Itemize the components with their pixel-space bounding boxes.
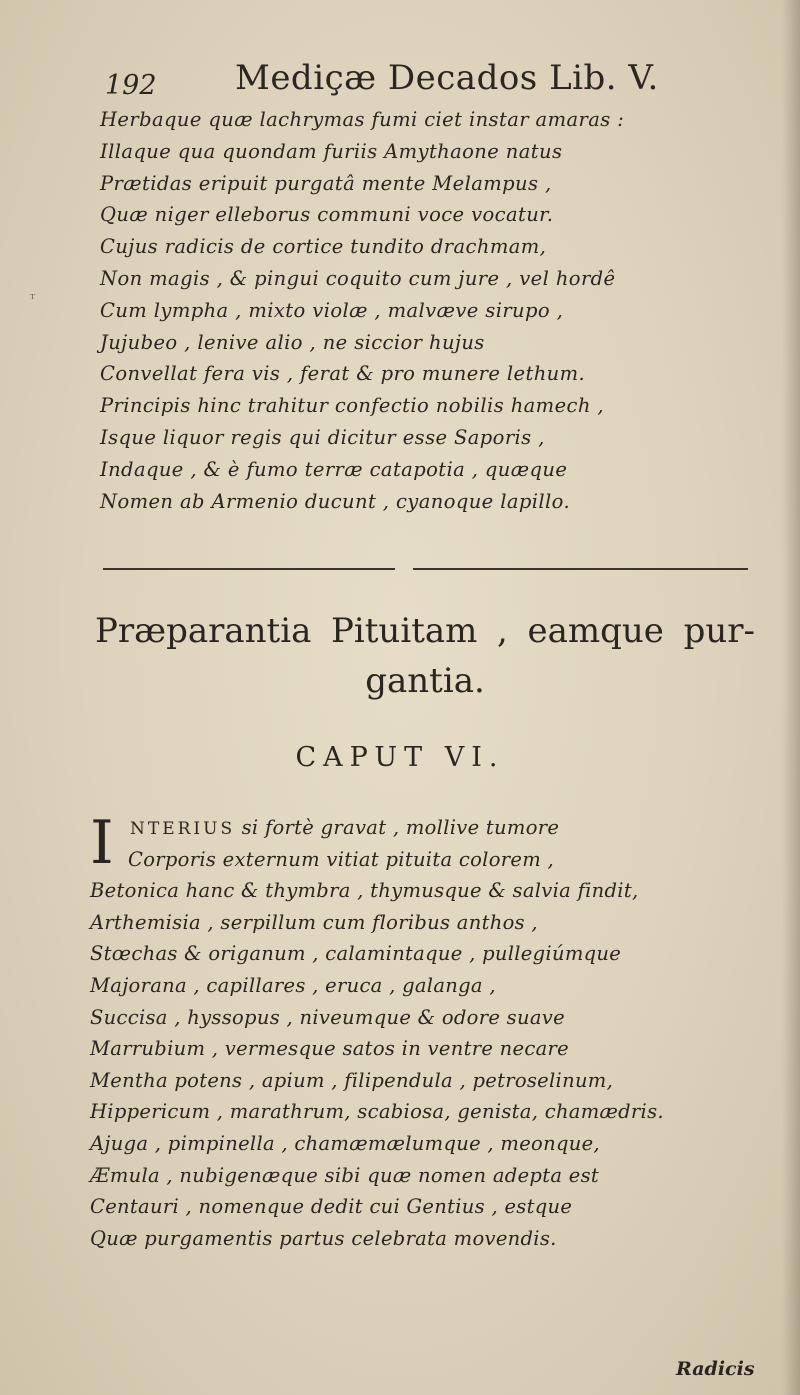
drop-cap: I (90, 808, 115, 878)
verse-line: Illaque qua quondam furiis Amythaone natus (100, 139, 563, 163)
verse-line: Cujus radicis de cortice tundito drachmam, (100, 235, 547, 259)
body-line: Stœchas & origanum , calamintaque , pullegiúmque (90, 942, 622, 966)
first-line-rest: si fortè gravat , mollive tumore (235, 816, 560, 839)
body-line: Centauri , nomenque dedit cui Gentius , estque (90, 1195, 573, 1219)
chapter-heading: CAPUT VI. (295, 742, 505, 773)
body-line: Æmula , nubigenæque sibi quæ nomen adepta est (90, 1163, 600, 1187)
verse-line: Principis hinc trahitur confectio nobilis hamech , (100, 394, 604, 418)
verse-line: Jujubeo , lenive alio , ne siccior hujus (100, 330, 485, 354)
body-line: Hippericum , marathrum, scabiosa, genista, chamædris. (90, 1100, 664, 1124)
body-line: Marrubium , vermesque satos in ventre necare (90, 1037, 569, 1061)
body-block (90, 808, 750, 1254)
verse-line: Indaque , & è fumo terræ catapotia , quæque (100, 457, 568, 481)
page-header (105, 58, 725, 100)
verse-line: Nomen ab Armenio ducunt , cyanoque lapillo. (100, 489, 571, 513)
section-divider-left (103, 568, 395, 570)
running-title: Mediçæ Decados Lib. V. (235, 58, 659, 98)
body-line: Mentha potens , apium , filipendula , petroselinum, (90, 1068, 614, 1092)
page-number: 192 (105, 70, 157, 101)
section-title-line1: Præparantia Pituitam , eamque pur- (95, 611, 755, 651)
first-line-text (92, 816, 559, 839)
small-caps-word: NTERIUS (130, 819, 236, 839)
verse-block (100, 104, 740, 517)
section-title (95, 606, 755, 706)
body-line: Quæ purgamentis partus celebrata movendis. (90, 1226, 557, 1250)
verse-line: Cum lympha , mixto violæ , malvæve sirupo , (100, 298, 564, 322)
body-line: Ajuga , pimpinella , chamæmælumque , meonque, (90, 1131, 600, 1155)
verse-line: Herbaque quæ lachrymas fumi ciet instar amaras : (100, 108, 625, 131)
body-line: Corporis externum vitiat pituita colorem , (128, 847, 554, 871)
verse-line: Non magis , & pingui coquito cum jure , vel hordê (100, 266, 616, 290)
verse-line: Quæ niger elleborus communi voce vocatur. (100, 203, 554, 227)
catchword: Radicis (676, 1358, 755, 1380)
body-line: Majorana , capillares , eruca , galanga , (90, 973, 496, 997)
body-line: Succisa , hyssopus , niveumque & odore suave (90, 1005, 565, 1029)
verse-line: Convellat fera vis , ferat & pro munere lethum. (100, 362, 586, 386)
margin-mark: ᵀ (30, 292, 36, 306)
section-title-line2: gantia. (365, 661, 485, 701)
body-line: Arthemisia , serpillum cum floribus anthos , (90, 910, 538, 934)
body-line: Betonica hanc & thymbra , thymusque & salvia findit, (90, 879, 639, 903)
section-divider-right (413, 568, 748, 570)
verse-line: Isque liquor regis qui dicitur esse Saporis , (100, 425, 545, 449)
verse-line: Prætidas eripuit purgatâ mente Melampus , (100, 171, 552, 195)
